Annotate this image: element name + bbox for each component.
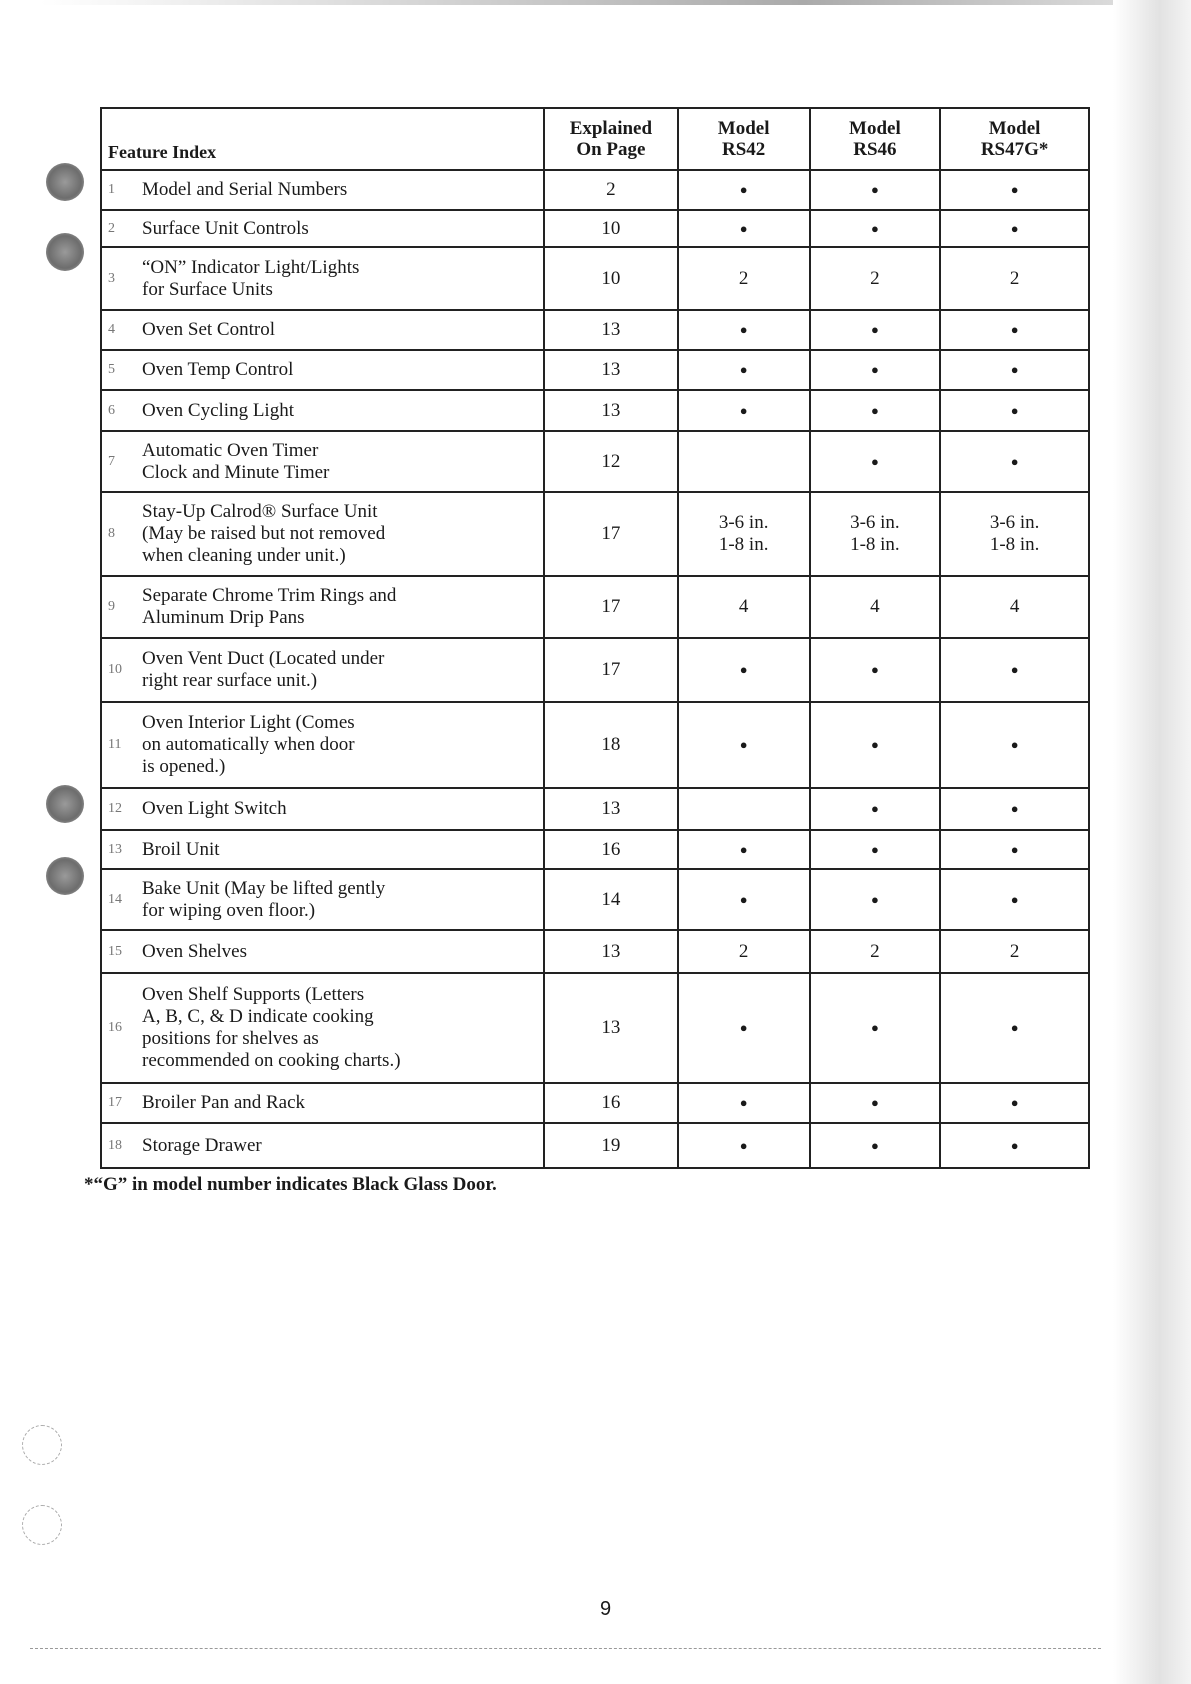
page-cell: 13 — [544, 310, 678, 350]
feature-included-dot-icon: ● — [810, 638, 941, 702]
feature-number: 4 — [108, 322, 115, 337]
header-explained-on-page: Explained On Page — [544, 108, 678, 170]
feature-number: 10 — [108, 662, 122, 677]
feature-included-dot-icon: ● — [810, 170, 941, 210]
page-cell: 16 — [544, 830, 678, 869]
feature-number: 8 — [108, 526, 115, 541]
feature-name: Oven Light Switch — [142, 798, 287, 819]
feature-included-dot-icon: ● — [678, 973, 810, 1083]
feature-name: Model and Serial Numbers — [142, 179, 348, 200]
feature-name: Stay-Up Calrod® Surface Unit (May be raised but not removed when cleaning under unit.) — [142, 501, 386, 566]
feature-included-dot-icon: ● — [810, 1123, 941, 1168]
model-rs42-cell — [678, 431, 810, 492]
feature-included-dot-icon: ● — [940, 973, 1089, 1083]
page-number: 9 — [600, 1598, 612, 1620]
feature-name: Storage Drawer — [142, 1134, 262, 1156]
feature-number: 15 — [108, 943, 122, 959]
model-rs42-cell — [678, 788, 810, 830]
feature-number: 16 — [108, 1020, 122, 1035]
feature-cell — [101, 431, 544, 492]
page-cell: 10 — [544, 247, 678, 310]
punch-hole-icon — [46, 233, 84, 271]
feature-name: Oven Interior Light (Comes on automatically when door is opened.) — [142, 712, 355, 777]
feature-included-dot-icon: ● — [810, 869, 941, 930]
header-feature-index: Feature Index — [101, 108, 544, 170]
feature-included-dot-icon: ● — [810, 390, 941, 431]
feature-included-dot-icon: ● — [678, 830, 810, 869]
feature-name: Surface Unit Controls — [142, 217, 309, 239]
table-row — [101, 492, 1089, 576]
table-row — [101, 576, 1089, 638]
feature-included-dot-icon: ● — [810, 1083, 941, 1123]
scan-artifact-bottom — [30, 1648, 1101, 1649]
feature-included-dot-icon: ● — [940, 702, 1089, 788]
page-cell: 13 — [544, 930, 678, 973]
feature-name: Oven Set Control — [142, 319, 275, 340]
feature-cell — [101, 930, 544, 973]
feature-included-dot-icon: ● — [940, 1083, 1089, 1123]
model-rs47g-cell: 3-6 in. 1-8 in. — [940, 492, 1089, 576]
feature-name: Oven Shelves — [142, 940, 248, 962]
model-rs42-cell: 2 — [678, 930, 810, 973]
feature-name: Oven Cycling Light — [142, 399, 294, 421]
table-row — [101, 390, 1089, 431]
table-row — [101, 638, 1089, 702]
table-row — [101, 1123, 1089, 1168]
page-cell: 12 — [544, 431, 678, 492]
punch-hole-icon — [46, 785, 84, 823]
model-rs46-cell: 2 — [810, 247, 941, 310]
feature-number: 9 — [108, 599, 115, 614]
page-cell: 19 — [544, 1123, 678, 1168]
feature-included-dot-icon: ● — [810, 788, 941, 830]
feature-name: Oven Temp Control — [142, 359, 294, 380]
feature-included-dot-icon: ● — [678, 869, 810, 930]
scan-artifact-top — [40, 0, 1131, 5]
page-cell: 13 — [544, 350, 678, 390]
feature-included-dot-icon: ● — [678, 310, 810, 350]
feature-cell — [101, 788, 544, 830]
feature-included-dot-icon: ● — [678, 350, 810, 390]
feature-name: Separate Chrome Trim Rings and Aluminum Drip Pans — [142, 585, 397, 628]
feature-cell — [101, 1123, 544, 1168]
feature-number: 5 — [108, 362, 115, 377]
table-row — [101, 930, 1089, 973]
feature-number: 1 — [108, 182, 115, 197]
feature-name: Oven Vent Duct (Located under right rear surface unit.) — [142, 648, 385, 691]
footnote: *“G” in model number indicates Black Glass Door. — [84, 1174, 497, 1195]
header-model-rs42: Model RS42 — [678, 108, 810, 170]
feature-included-dot-icon: ● — [810, 973, 941, 1083]
page-cell: 18 — [544, 702, 678, 788]
feature-number: 6 — [108, 402, 115, 418]
feature-included-dot-icon: ● — [940, 638, 1089, 702]
page-cell: 13 — [544, 788, 678, 830]
page-cell: 17 — [544, 492, 678, 576]
feature-included-dot-icon: ● — [678, 702, 810, 788]
feature-name: Automatic Oven Timer Clock and Minute Timer — [142, 439, 330, 483]
feature-included-dot-icon: ● — [678, 638, 810, 702]
feature-number: 11 — [108, 737, 122, 752]
feature-cell — [101, 973, 544, 1083]
model-rs47g-cell: 2 — [940, 930, 1089, 973]
feature-included-dot-icon: ● — [940, 788, 1089, 830]
feature-number: 18 — [108, 1137, 122, 1153]
feature-cell — [101, 576, 544, 638]
scan-artifact-edge — [1113, 0, 1191, 1684]
page-cell: 17 — [544, 638, 678, 702]
feature-included-dot-icon: ● — [810, 310, 941, 350]
page-cell: 16 — [544, 1083, 678, 1123]
table-row — [101, 310, 1089, 350]
feature-included-dot-icon: ● — [940, 1123, 1089, 1168]
feature-cell — [101, 350, 544, 390]
page-cell: 10 — [544, 210, 678, 247]
table-row — [101, 170, 1089, 210]
feature-name: “ON” Indicator Light/Lights for Surface Units — [142, 256, 360, 300]
feature-number: 12 — [108, 801, 122, 816]
punch-hole-icon — [46, 857, 84, 895]
feature-included-dot-icon: ● — [678, 1123, 810, 1168]
header-model-rs47g: Model RS47G* — [940, 108, 1089, 170]
feature-cell — [101, 869, 544, 930]
feature-number: 2 — [108, 220, 115, 236]
table-row — [101, 830, 1089, 869]
table-row — [101, 702, 1089, 788]
feature-included-dot-icon: ● — [940, 390, 1089, 431]
feature-included-dot-icon: ● — [810, 830, 941, 869]
feature-name: Broiler Pan and Rack — [142, 1092, 306, 1113]
feature-included-dot-icon: ● — [810, 210, 941, 247]
table-row — [101, 1083, 1089, 1123]
table-row — [101, 350, 1089, 390]
model-rs47g-cell: 2 — [940, 247, 1089, 310]
model-rs42-cell: 2 — [678, 247, 810, 310]
feature-name: Oven Shelf Supports (Letters A, B, C, & D indicate cooking positions for shelves as recommended on cooking charts.) — [142, 984, 401, 1071]
feature-included-dot-icon: ● — [940, 310, 1089, 350]
feature-cell — [101, 492, 544, 576]
model-rs46-cell: 4 — [810, 576, 941, 638]
model-rs47g-cell: 4 — [940, 576, 1089, 638]
feature-number: 7 — [108, 453, 115, 469]
punch-hole-icon — [22, 1425, 62, 1465]
feature-index-table — [100, 107, 1090, 1169]
feature-cell — [101, 1083, 544, 1123]
model-rs42-cell: 3-6 in. 1-8 in. — [678, 492, 810, 576]
feature-included-dot-icon: ● — [940, 210, 1089, 247]
page-cell: 17 — [544, 576, 678, 638]
feature-number: 3 — [108, 270, 115, 286]
feature-cell — [101, 170, 544, 210]
page-cell: 2 — [544, 170, 678, 210]
feature-cell — [101, 390, 544, 431]
model-rs46-cell: 3-6 in. 1-8 in. — [810, 492, 941, 576]
feature-included-dot-icon: ● — [810, 350, 941, 390]
feature-number: 14 — [108, 891, 122, 907]
feature-included-dot-icon: ● — [678, 210, 810, 247]
table-row — [101, 788, 1089, 830]
header-model-rs46: Model RS46 — [810, 108, 941, 170]
feature-cell — [101, 830, 544, 869]
table-row — [101, 973, 1089, 1083]
page-cell: 13 — [544, 390, 678, 431]
table-row — [101, 869, 1089, 930]
page-cell: 13 — [544, 973, 678, 1083]
model-rs42-cell: 4 — [678, 576, 810, 638]
feature-included-dot-icon: ● — [678, 1083, 810, 1123]
feature-name: Broil Unit — [142, 838, 220, 860]
table-header-row — [101, 108, 1089, 170]
feature-included-dot-icon: ● — [810, 702, 941, 788]
table-row — [101, 431, 1089, 492]
feature-number: 17 — [108, 1095, 122, 1110]
feature-included-dot-icon: ● — [940, 170, 1089, 210]
feature-cell — [101, 247, 544, 310]
punch-hole-icon — [46, 163, 84, 201]
feature-cell — [101, 310, 544, 350]
table-row — [101, 247, 1089, 310]
model-rs46-cell: 2 — [810, 930, 941, 973]
feature-included-dot-icon: ● — [678, 170, 810, 210]
table-row — [101, 210, 1089, 247]
feature-included-dot-icon: ● — [940, 869, 1089, 930]
page-cell: 14 — [544, 869, 678, 930]
feature-included-dot-icon: ● — [810, 431, 941, 492]
feature-number: 13 — [108, 841, 122, 857]
feature-cell — [101, 702, 544, 788]
feature-cell — [101, 638, 544, 702]
punch-hole-icon — [22, 1505, 62, 1545]
feature-included-dot-icon: ● — [940, 830, 1089, 869]
feature-included-dot-icon: ● — [940, 350, 1089, 390]
feature-cell — [101, 210, 544, 247]
feature-name: Bake Unit (May be lifted gently for wiping oven floor.) — [142, 877, 386, 921]
feature-included-dot-icon: ● — [678, 390, 810, 431]
feature-included-dot-icon: ● — [940, 431, 1089, 492]
